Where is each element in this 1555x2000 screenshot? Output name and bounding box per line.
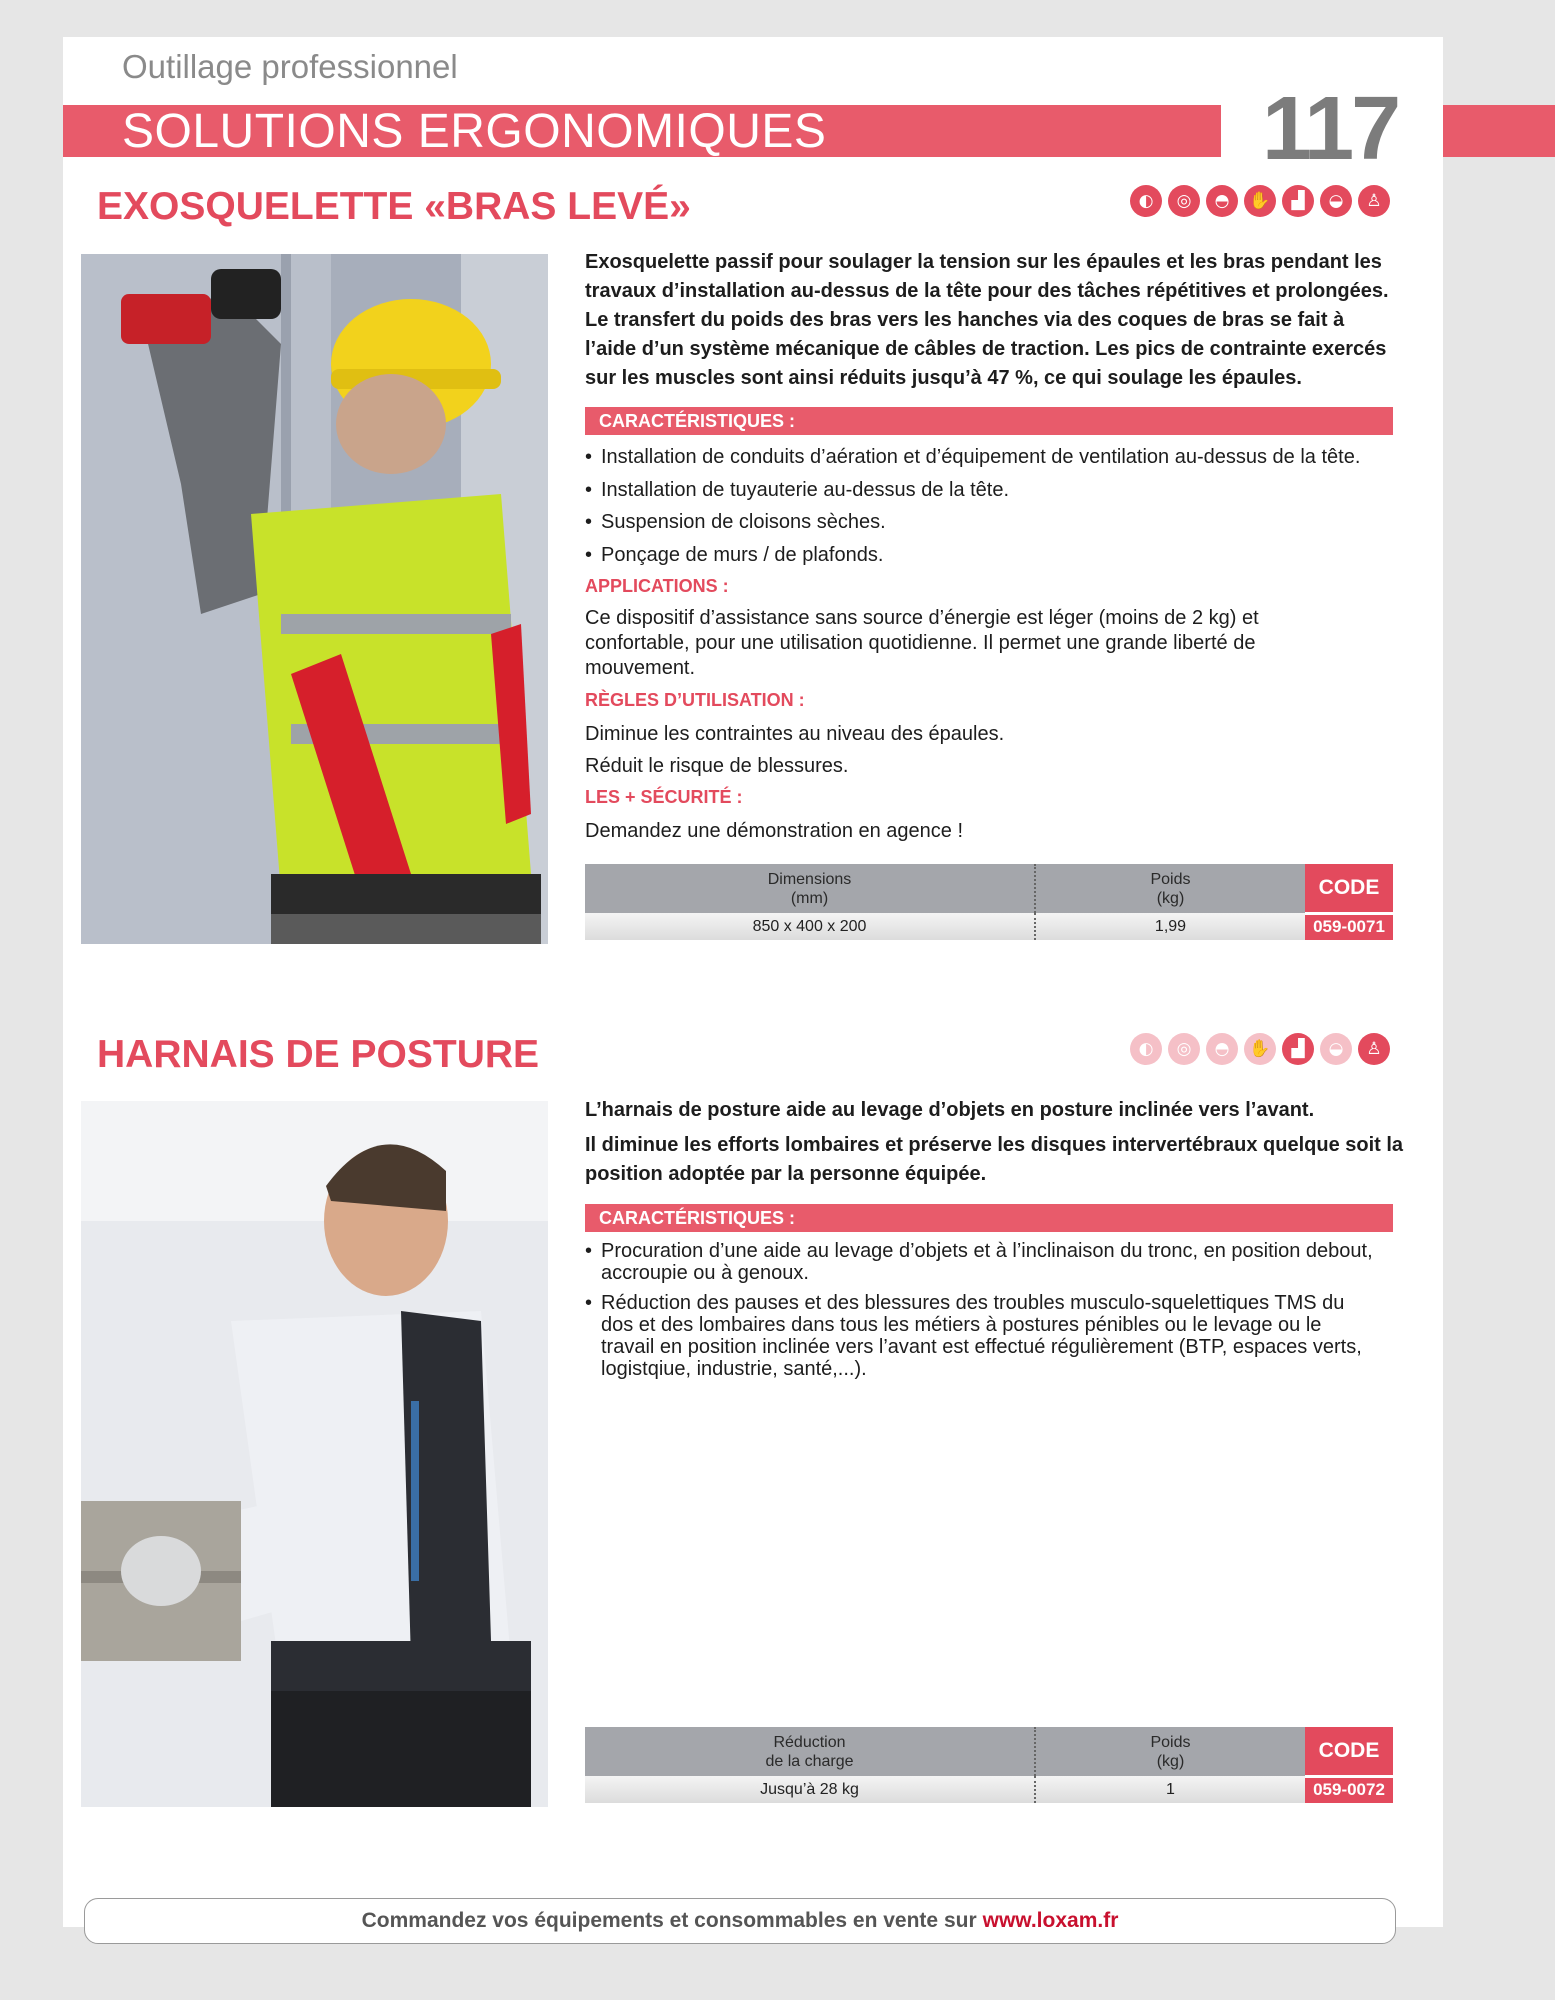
product-intro: L’harnais de posture aide au levage d’objets en posture inclinée vers l’avant.: [585, 1099, 1315, 1121]
section-subtitle: Outillage professionnel: [122, 48, 458, 85]
plus-securite-label: LES + SÉCURITÉ :: [585, 787, 743, 807]
cell-reduction: Jusqu’à 28 kg: [585, 1776, 1035, 1803]
coverall-icon: ♙: [1358, 185, 1390, 217]
product-intro-secondary: Il diminue les efforts lombaires et préserve les disques intervertébraux quelque soit la position adoptée par la personne équipée.: [585, 1134, 1404, 1185]
column-header-poids: Poids (kg): [1035, 1727, 1305, 1776]
product-photo-exoskeleton: [81, 254, 548, 944]
plus-securite-text: Demandez une démonstration en agence !: [585, 820, 964, 842]
page-number: 117: [1262, 79, 1399, 179]
face-shield-icon: ◐: [1130, 185, 1162, 217]
footer-text: Commandez vos équipements et consommables en vente sur: [361, 1909, 977, 1932]
hard-hat-icon: ◓: [1206, 185, 1238, 217]
cell-code: 059-0071: [1305, 913, 1393, 940]
page-title: SOLUTIONS ERGONOMIQUES: [122, 105, 827, 158]
worker-harness-illustration: [81, 1101, 548, 1807]
regles-label: RÈGLES D’UTILISATION :: [585, 690, 805, 710]
spec-table: [585, 864, 1393, 940]
table-header-row: [585, 864, 1393, 913]
coverall-icon: ♙: [1358, 1033, 1390, 1065]
caracteristiques-band: CARACTÉRISTIQUES :: [585, 1204, 1393, 1232]
list-item: • Ponçage de murs / de plafonds.: [585, 539, 1405, 572]
list-item: • Procuration d’une aide au levage d’objets et à l’inclinaison du tronc, en position debout, accroupie ou à genoux.: [585, 1240, 1375, 1284]
list-item: • Suspension de cloisons sèches.: [585, 506, 1405, 539]
product-photo-harness: [81, 1101, 548, 1807]
product-intro: Exosquelette passif pour soulager la tension sur les épaules et les bras pendant les travaux d’installation au-dessus de la tête pour des tâches répétitives et prolongées. Le transfert du poids des bras vers les hanches via des coques de bras se fait à l’aide d’un système mécanique de câbles de traction. Les pics de contrainte exercés sur les muscles sont ainsi réduits jusqu’à 47 %, ce qui soulage les épaules.: [585, 251, 1389, 389]
ear-protection-icon: ◎: [1168, 1033, 1200, 1065]
list-item: • Installation de conduits d’aération et d’équipement de ventilation au-dessus de la tête.: [585, 441, 1405, 474]
pictogram-row: [1130, 185, 1390, 217]
table-row: [585, 913, 1393, 940]
glove-icon: ✋: [1244, 185, 1276, 217]
footer-link[interactable]: www.loxam.fr: [982, 1909, 1119, 1932]
table-row: [585, 1776, 1393, 1803]
table-header-row: [585, 1727, 1393, 1776]
mask-icon: ◒: [1320, 185, 1352, 217]
column-header-dimensions: Dimensions (mm): [585, 864, 1035, 913]
column-header-code: CODE: [1305, 864, 1393, 913]
list-item: • Réduction des pauses et des blessures des troubles musculo-squelettiques TMS du dos et des lombaires dans tous les métiers à postures pénibles ou le levage ou le travail en position inclinée vers l’avant est effectué régulièrement (BTP, espaces verts, logistqiue, industrie, santé,...).: [585, 1292, 1375, 1380]
column-header-code: CODE: [1305, 1727, 1393, 1776]
mask-icon: ◒: [1320, 1033, 1352, 1065]
cell-dimensions: 850 x 400 x 200: [585, 913, 1035, 940]
column-header-reduction: Réduction de la charge: [585, 1727, 1035, 1776]
hard-hat-icon: ◓: [1206, 1033, 1238, 1065]
cell-code: 059-0072: [1305, 1776, 1393, 1803]
glove-icon: ✋: [1244, 1033, 1276, 1065]
footer-banner: [84, 1898, 1396, 1944]
caracteristiques-list: [585, 1240, 1375, 1380]
pictogram-row: [1130, 1033, 1390, 1065]
cell-poids: 1,99: [1035, 913, 1305, 940]
product-title: EXOSQUELETTE «BRAS LEVÉ»: [97, 185, 691, 228]
worker-exoskeleton-illustration: [81, 254, 548, 944]
caracteristiques-list: [585, 441, 1405, 571]
ear-protection-icon: ◎: [1168, 185, 1200, 217]
applications-label: APPLICATIONS :: [585, 576, 729, 596]
column-header-poids: Poids (kg): [1035, 864, 1305, 913]
regles-item: Diminue les contraintes au niveau des épaules.: [585, 723, 1005, 745]
list-item: • Installation de tuyauterie au-dessus de la tête.: [585, 474, 1405, 507]
product-title: HARNAIS DE POSTURE: [97, 1033, 540, 1076]
safety-boot-icon: ▟: [1282, 185, 1314, 217]
safety-boot-icon: ▟: [1282, 1033, 1314, 1065]
spec-table: [585, 1727, 1393, 1803]
regles-item: Réduit le risque de blessures.: [585, 755, 849, 777]
applications-text: Ce dispositif d’assistance sans source d’énergie est léger (moins de 2 kg) et confortable, pour une utilisation quotidienne. Il permet une grande liberté de mouvement.: [585, 607, 1259, 679]
edge-tab: [1443, 105, 1555, 157]
cell-poids: 1: [1035, 1776, 1305, 1803]
caracteristiques-band: CARACTÉRISTIQUES :: [585, 407, 1393, 435]
face-shield-icon: ◐: [1130, 1033, 1162, 1065]
